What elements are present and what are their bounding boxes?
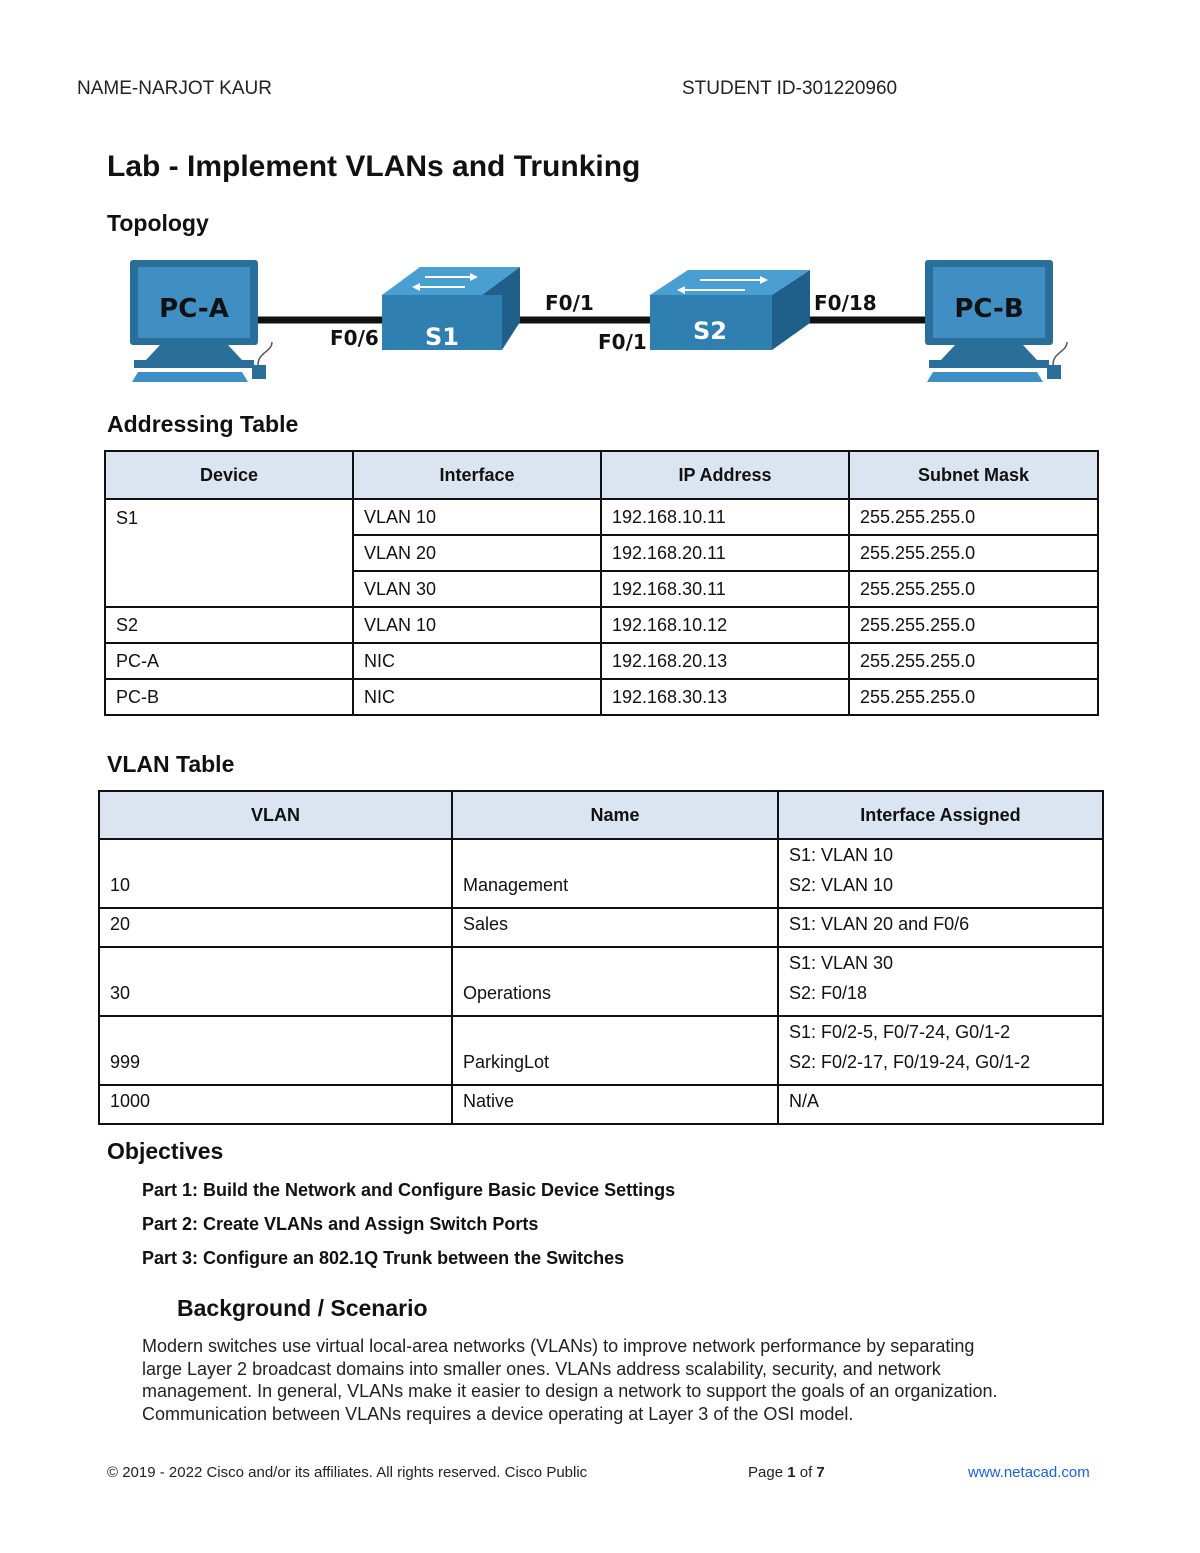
header-device: Device xyxy=(105,451,353,499)
topology-heading: Topology xyxy=(107,210,209,236)
cell-interface: NIC xyxy=(353,643,601,679)
objective-part-3: Part 3: Configure an 802.1Q Trunk between the Switches xyxy=(142,1248,625,1268)
port-label-s2-f01: F0/1 xyxy=(598,330,647,354)
table-row xyxy=(99,839,1103,908)
header-interface-assigned: Interface Assigned xyxy=(778,791,1103,839)
cell-name: ParkingLot xyxy=(452,1016,778,1085)
footer-page-number xyxy=(748,1464,825,1481)
cell-name: Sales xyxy=(452,908,778,947)
cell-device: PC-B xyxy=(105,679,353,715)
footer-copyright: © 2019 - 2022 Cisco and/or its affiliates. All rights reserved. Cisco Public xyxy=(107,1464,588,1481)
cell-interface: VLAN 20 xyxy=(353,535,601,571)
header-ip-address: IP Address xyxy=(601,451,849,499)
student-id: STUDENT ID-301220960 xyxy=(682,78,898,99)
paragraph-line: management. In general, VLANs make it easier to design a network to support the goals of an organization. xyxy=(142,1381,998,1401)
header-name: Name xyxy=(452,791,778,839)
port-label-s2-f018: F0/18 xyxy=(814,291,877,315)
cell-device: S2 xyxy=(105,607,353,643)
page-current: 1 xyxy=(787,1464,796,1481)
switch-s2-icon xyxy=(650,270,810,350)
vlan-table-heading: VLAN Table xyxy=(107,751,235,777)
cell-ip: 192.168.30.13 xyxy=(601,679,849,715)
paragraph-line: Communication between VLANs requires a device operating at Layer 3 of the OSI model. xyxy=(142,1403,854,1424)
objectives-heading: Objectives xyxy=(107,1138,224,1164)
pc-a-icon xyxy=(130,260,272,382)
cell-vlan: 999 xyxy=(99,1016,452,1085)
cell-name: Operations xyxy=(452,947,778,1016)
table-row xyxy=(99,947,1103,1016)
vlan-table xyxy=(98,790,1104,1125)
cell-assigned xyxy=(778,839,1103,908)
addressing-table-heading: Addressing Table xyxy=(107,411,299,437)
assigned-line: S1: VLAN 30 xyxy=(789,953,894,973)
pc-b-label: PC-B xyxy=(954,294,1024,324)
cell-interface: NIC xyxy=(353,679,601,715)
s2-label: S2 xyxy=(693,317,727,345)
table-row xyxy=(105,643,1098,679)
table-row xyxy=(99,908,1103,947)
vlan-table-header xyxy=(99,791,1103,839)
cell-name: Native xyxy=(452,1085,778,1124)
cell-assigned xyxy=(778,947,1103,1016)
assigned-line: S2: F0/2-17, F0/19-24, G0/1-2 xyxy=(789,1052,1031,1072)
table-row xyxy=(99,1085,1103,1124)
port-label-s1-f01: F0/1 xyxy=(545,291,594,315)
page-label: Page xyxy=(748,1464,784,1481)
cell-mask: 255.255.255.0 xyxy=(849,679,1098,715)
background-heading: Background / Scenario xyxy=(177,1295,428,1321)
switch-s1-icon xyxy=(382,267,520,351)
table-row xyxy=(105,679,1098,715)
cell-interface: VLAN 30 xyxy=(353,571,601,607)
assigned-line: S1: VLAN 20 and F0/6 xyxy=(789,914,970,934)
cell-assigned xyxy=(778,1016,1103,1085)
cell-ip: 192.168.20.11 xyxy=(601,535,849,571)
addressing-table-header xyxy=(105,451,1098,499)
objective-part-2: Part 2: Create VLANs and Assign Switch Ports xyxy=(142,1214,539,1234)
cell-ip: 192.168.10.12 xyxy=(601,607,849,643)
page-title: Lab - Implement VLANs and Trunking xyxy=(107,150,641,183)
cell-assigned xyxy=(778,908,1103,947)
page-of: of xyxy=(799,1464,813,1481)
cell-name: Management xyxy=(452,839,778,908)
pc-a-label: PC-A xyxy=(159,294,229,324)
cell-mask: 255.255.255.0 xyxy=(849,571,1098,607)
table-row xyxy=(105,499,1098,535)
header-subnet-mask: Subnet Mask xyxy=(849,451,1098,499)
header-interface: Interface xyxy=(353,451,601,499)
cell-ip: 192.168.30.11 xyxy=(601,571,849,607)
table-row xyxy=(99,1016,1103,1085)
assigned-line: S1: F0/2-5, F0/7-24, G0/1-2 xyxy=(789,1022,1011,1042)
cell-ip: 192.168.10.11 xyxy=(601,499,849,535)
cell-mask: 255.255.255.0 xyxy=(849,607,1098,643)
cell-vlan: 1000 xyxy=(99,1085,452,1124)
cell-mask: 255.255.255.0 xyxy=(849,499,1098,535)
cell-mask: 255.255.255.0 xyxy=(849,535,1098,571)
footer-netacad-link[interactable]: www.netacad.com xyxy=(968,1464,1090,1481)
assigned-line: N/A xyxy=(789,1091,820,1111)
port-label-s1-f06: F0/6 xyxy=(330,326,379,350)
paragraph-line: large Layer 2 broadcast domains into smaller ones. VLANs address scalability, security, and network xyxy=(142,1358,941,1379)
cell-device: PC-A xyxy=(105,643,353,679)
cell-ip: 192.168.20.13 xyxy=(601,643,849,679)
cell-interface: VLAN 10 xyxy=(353,607,601,643)
header-vlan: VLAN xyxy=(99,791,452,839)
paragraph-line: Modern switches use virtual local-area networks (VLANs) to improve network performance by separating xyxy=(142,1336,975,1356)
table-row xyxy=(105,607,1098,643)
objective-part-1: Part 1: Build the Network and Configure Basic Device Settings xyxy=(142,1180,676,1200)
cell-vlan: 20 xyxy=(99,908,452,947)
assigned-line: S2: VLAN 10 xyxy=(789,875,894,895)
page-total: 7 xyxy=(816,1464,825,1481)
cell-device: S1 xyxy=(105,499,353,607)
s1-label: S1 xyxy=(425,323,459,351)
pc-b-icon xyxy=(925,260,1067,382)
cell-vlan: 10 xyxy=(99,839,452,908)
cell-vlan: 30 xyxy=(99,947,452,1016)
student-name: NAME-NARJOT KAUR xyxy=(77,78,272,99)
assigned-line: S1: VLAN 10 xyxy=(789,845,894,865)
cell-assigned xyxy=(778,1085,1103,1124)
assigned-line: S2: F0/18 xyxy=(789,983,868,1003)
addressing-table xyxy=(104,450,1099,716)
topology-diagram xyxy=(120,255,1080,390)
cell-interface: VLAN 10 xyxy=(353,499,601,535)
cell-mask: 255.255.255.0 xyxy=(849,643,1098,679)
background-paragraph xyxy=(142,1335,1102,1425)
